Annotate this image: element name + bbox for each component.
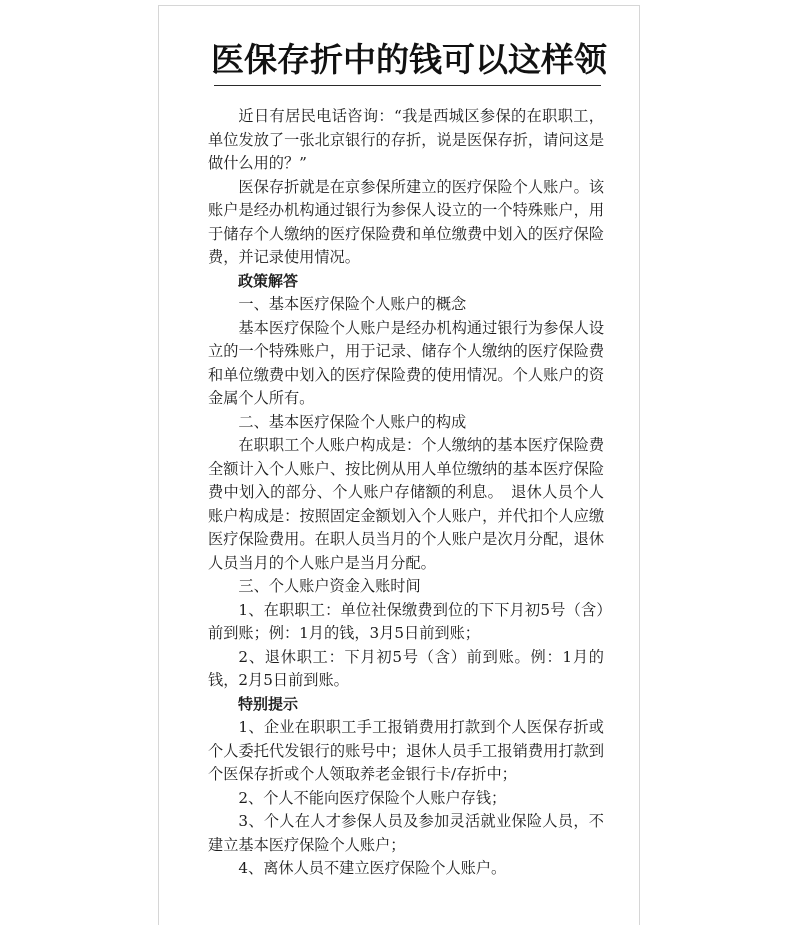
section-heading-concept: 一、基本医疗保险个人账户的概念 — [238, 295, 467, 313]
paragraph-concept: 基本医疗保险个人账户是经办机构通过银行为参保人设立的一个特殊账户，用于记录、储存个人缴纳的医疗保险费和单位缴费中划入的医疗保险费的使用情况。个人账户的资金属个人所有。 — [208, 318, 604, 407]
paragraph-composition: 在职职工个人账户构成是：个人缴纳的基本医疗保险费全额计入个人账户、按比例从用人单位缴纳的基本医疗保险费中划入的部分、个人账户存储额的利息。 退休人员个人账户构成是：按照固定金额划入个人账户，并代扣个人应缴医疗保险费用。在职人员当月的个人账户是次月分配，退休人员当月的个人账户是当月分配。 — [208, 436, 604, 572]
headline-underline — [214, 85, 601, 86]
newspaper-clipping — [158, 5, 640, 925]
tip-4: 4、离休人员不建立医疗保险个人账户。 — [238, 859, 507, 877]
paragraph-definition: 医保存折就是在京参保所建立的医疗保险个人账户。该账户是经办机构通过银行为参保人设立的一个特殊账户，用于储存个人缴纳的医疗保险费和单位缴费中划入的医疗保险费，并记录使用情况。 — [208, 177, 604, 266]
paragraph-timing-retired: 2、退休职工：下月初5号（含）前到账。例：1月的钱，2月5日前到账。 — [208, 647, 604, 689]
paragraph-timing-employed: 1、在职职工：单位社保缴费到位的下下月初5号（含）前到账；例：1月的钱，3月5日前到账； — [208, 600, 604, 642]
article-body — [208, 105, 604, 881]
tip-1: 1、企业在职职工手工报销费用打款到个人医保存折或个人委托代发银行的账号中；退休人员手工报销费用打款到个医保存折或个人领取养老金银行卡/存折中； — [208, 718, 604, 783]
tip-3: 3、个人在人才参保人员及参加灵活就业保险人员，不建立基本医疗保险个人账户； — [208, 812, 604, 854]
subhead-special-tips: 特别提示 — [238, 694, 299, 713]
section-heading-timing: 三、个人账户资金入账时间 — [238, 577, 421, 595]
section-heading-composition: 二、基本医疗保险个人账户的构成 — [238, 412, 467, 431]
subhead-policy-answer: 政策解答 — [238, 271, 299, 290]
article-headline: 医保存折中的钱可以这样领 — [211, 40, 607, 79]
paragraph-inquiry: 近日有居民电话咨询：“我是西城区参保的在职职工，单位发放了一张北京银行的存折，说是医保存折，请问这是做什么用的？” — [208, 107, 604, 172]
tip-2: 2、个人不能向医疗保险个人账户存钱； — [238, 788, 507, 807]
